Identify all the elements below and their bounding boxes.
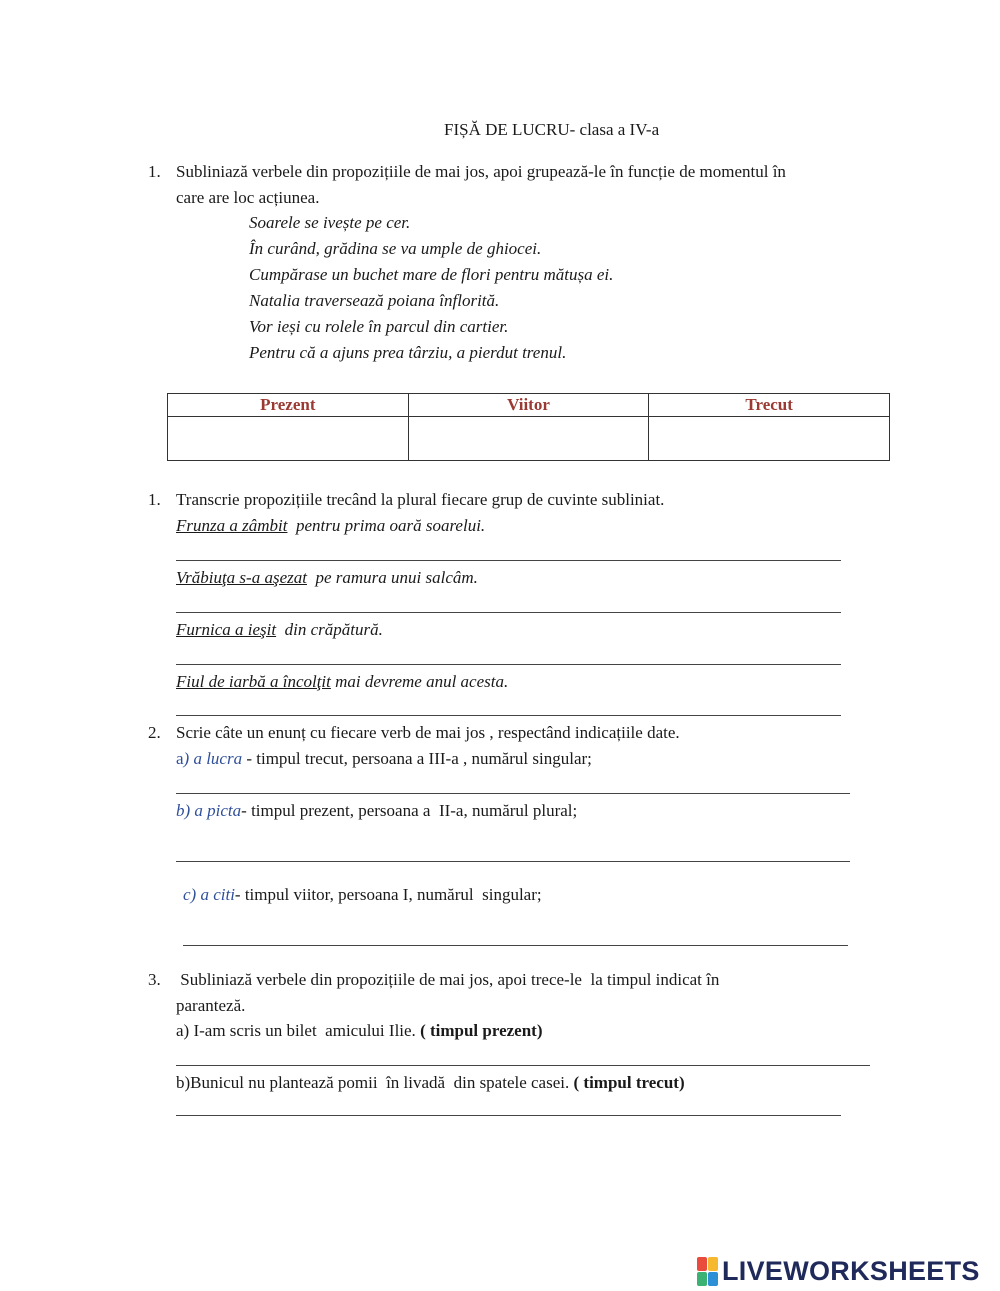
task-letter: a [176,749,184,768]
underlined-group: Frunza a zâmbit [176,516,288,535]
exercise-3-instruction: Scrie câte un enunț cu fiecare verb de mai jos , respectând indicațiile date. [176,723,680,742]
exercise-1-number: 1. [148,162,161,181]
exercise-4-number: 3. [148,970,161,989]
exercise-2-instruction: Transcrie propozițiile trecând la plural fiecare grup de cuvinte subliniat. [176,490,665,509]
answer-line[interactable] [176,861,850,862]
answer-cell-prezent[interactable] [168,417,409,461]
answer-line[interactable] [176,612,841,613]
verb: ) a lucra [183,749,243,768]
verb-task-c [183,885,542,905]
tense-table [167,393,890,461]
answer-line[interactable] [183,945,848,946]
task-indication: - timpul viitor, persoana I, numărul singular; [234,885,542,904]
answer-line[interactable] [176,664,841,665]
answer-cell-trecut[interactable] [649,417,890,461]
logo-block [708,1257,718,1271]
plural-sentence [176,568,478,588]
logo-block [697,1257,707,1271]
answer-line[interactable] [176,1115,841,1116]
exercise-2-number: 1. [148,490,161,509]
sentence-rest: pentru prima oară soarelui. [287,516,486,535]
exercise-1-instruction: Subliniază verbele din propozițiile de mai jos, apoi grupează-le în funcție de momentul în [176,162,786,181]
task-sentence: b)Bunicul nu plantează pomii în livadă din spatele casei. [176,1073,574,1092]
liveworksheets-logo [697,1256,980,1286]
page-title: FIȘĂ DE LUCRU- clasa a IV-a [444,120,660,139]
sentence[interactable]: Cumpărase un buchet mare de flori pentru mătușa ei. [249,265,614,284]
exercise-4-instruction-cont: paranteză. [176,996,246,1015]
logo-mark-icon [697,1257,718,1286]
plural-sentence [176,620,383,640]
sentence-rest: din crăpătură. [276,620,383,639]
answer-cell-viitor[interactable] [408,417,649,461]
sentence[interactable]: Pentru că a ajuns prea târziu, a pierdut trenul. [249,343,567,362]
exercise-3-number: 2. [148,723,161,742]
sentence[interactable]: Natalia traversează poiana înflorită. [249,291,500,310]
plural-sentence [176,672,508,692]
underlined-group: Vrăbiuţa s-a aşezat [176,568,307,587]
column-header-viitor: Viitor [408,394,649,417]
column-header-prezent: Prezent [168,394,409,417]
verb-task-a [176,749,592,769]
task-indication: - timpul prezent, persoana a II-a, numărul plural; [241,801,578,820]
target-tense: ( timpul trecut) [573,1073,685,1092]
sentence[interactable]: Vor ieși cu rolele în parcul din cartier. [249,317,509,336]
verb: b) a picta [176,801,242,820]
target-tense: ( timpul prezent) [420,1021,543,1040]
answer-line[interactable] [176,715,841,716]
exercise-1-instruction-cont: care are loc acțiunea. [176,188,320,207]
verb-task-b [176,801,577,821]
answer-line[interactable] [176,560,841,561]
sentence-rest: pe ramura unui salcâm. [306,568,478,587]
task-indication: - timpul trecut, persoana a III-a , numărul singular; [242,749,592,768]
answer-line[interactable] [176,793,850,794]
sentence[interactable]: În curând, grădina se va umple de ghiocei. [249,239,542,258]
logo-block [708,1272,718,1286]
tense-task-a [176,1021,543,1041]
plural-sentence [176,516,485,536]
answer-line[interactable] [176,1065,870,1066]
column-header-trecut: Trecut [649,394,890,417]
underlined-group: Furnica a ieşit [176,620,277,639]
exercise-4-instruction: Subliniază verbele din propozițiile de mai jos, apoi trece-le la timpul indicat în [176,970,720,989]
logo-block [697,1272,707,1286]
logo-text: LIVEWORKSHEETS [722,1255,980,1286]
task-sentence: a) I-am scris un bilet amicului Ilie. [176,1021,421,1040]
tense-task-b [176,1073,685,1093]
sentence[interactable]: Soarele se ivește pe cer. [249,213,411,232]
underlined-group: Fiul de iarbă a încolţit [176,672,331,691]
verb: c) a citi [183,885,235,904]
sentence-rest: mai devreme anul acesta. [330,672,509,691]
